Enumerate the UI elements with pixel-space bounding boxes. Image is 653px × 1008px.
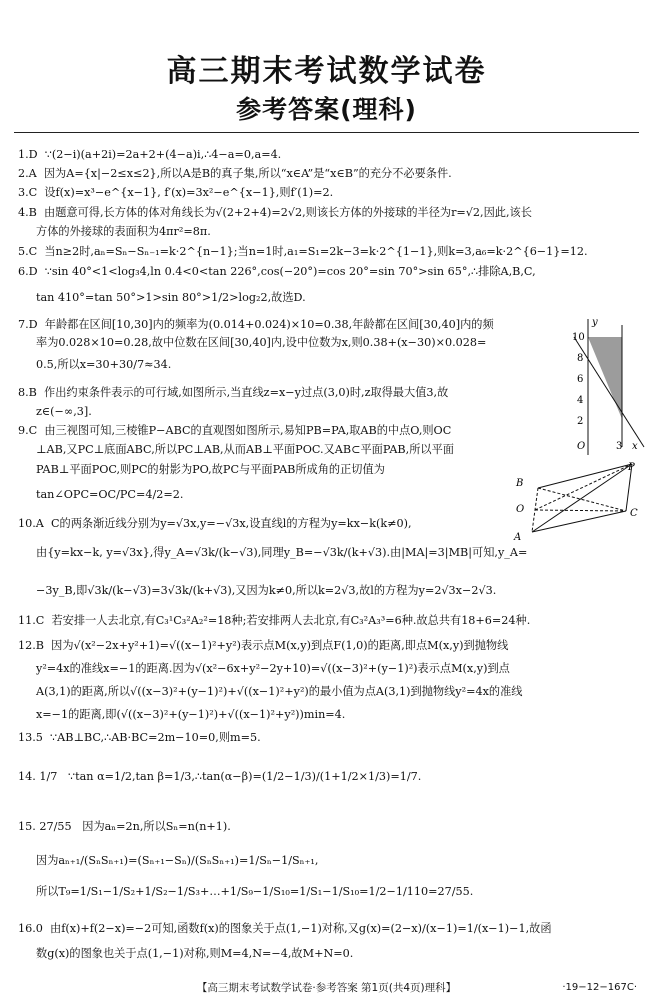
answer-line: −3y_B,即√3k/(k−√3)=3√3k/(k+√3),又因为k≠0,所以k=2√3,故l的方程为y=2√3x−2√3. [36, 584, 497, 597]
page-footer: 【高三期末考试数学试卷·参考答案 第1页(共4页)理科】 [196, 982, 457, 994]
divider [14, 132, 639, 133]
answer-line: 所以T₉=1/S₁−1/S₂+1/S₂−1/S₃+…+1/S₉−1/S₁₀=1/S₁−1/S₁₀=1/2−1/110=27/55. [36, 885, 474, 898]
answer-line: ⊥AB,又PC⊥底面ABC,所以PC⊥AB,从而AB⊥平面POC.又AB⊂平面PAB,所以平面 [36, 443, 454, 456]
answer-line: 率为0.028×10=0.28,故中位数在区间[30,40]内,设中位数为x,则0.38+(x−30)×0.028= [36, 336, 487, 349]
tick-label: 3 [616, 441, 623, 452]
edge-BC [538, 488, 626, 511]
answer-line: 3.C 设f(x)=x³−e^{x−1}, f′(x)=3x²−e^{x−1},则f′(1)=2. [18, 186, 334, 199]
answer-line: 2.A 因为A={x|−2≤x≤2},所以A是B的真子集,所以“x∈A”是“x∈B”的充分不必要条件. [18, 167, 452, 180]
answer-line: 15. 27/55 因为aₙ=2n,所以Sₙ=n(n+1). [18, 820, 231, 833]
answer-line: PAB⊥平面POC,则PC的射影为PO,故PC与平面PAB所成角的正切值为 [36, 463, 385, 476]
feasible-region-figure [566, 315, 646, 455]
answer-line: 16.0 由f(x)+f(2−x)=−2可知,函数f(x)的图象关于点(1,−1)对称,又g(x)=(2−x)/(x−1)=1/(x−1)−1,故函 [18, 922, 552, 935]
answer-line: tan∠OPC=OC/PC=4/2=2. [36, 488, 184, 501]
vertex-label: O [516, 504, 525, 515]
answer-line: 8.B 作出约束条件表示的可行域,如图所示,当直线z=x−y过点(3,0)时,z取得最大值3,故 [18, 386, 449, 399]
x-label: x [632, 441, 638, 452]
answer-line: 12.B 因为√(x²−2x+y²+1)=√((x−1)²+y²)表示点M(x,y)到点F(1,0)的距离,即点M(x,y)到抛物线 [18, 639, 509, 652]
vertex-label: P [628, 462, 635, 473]
answer-line: 5.C 当n≥2时,aₙ=Sₙ−Sₙ₋₁=k·2^{n−1};当n=1时,a₁=S₁=2k−3=k·2^{1−1},则k=3,a₆=k·2^{6−1}=12. [18, 245, 588, 258]
vertex-label: B [516, 478, 524, 489]
answer-line: x=−1的距离,即(√((x−3)²+(y−1)²)+√((x−1)²+y²))min=4. [36, 708, 346, 721]
tick-label: 6 [577, 374, 584, 385]
answer-line: 6.D ∵sin 40°<1<log₃4,ln 0.4<0<tan 226°,cos(−20°)=cos 20°=sin 70°>sin 65°,∴排除A,B,C, [18, 265, 536, 278]
page-title: 高三期末考试数学试卷 [166, 54, 487, 89]
edge-PB [538, 464, 632, 488]
answer-line: 9.C 由三视图可知,三棱锥P−ABC的直观图如图所示,易知PB=PA,取AB的中点O,则OC [18, 424, 452, 437]
answer-line: 10.A C的两条渐近线分别为y=√3x,y=−√3x,设直线l的方程为y=kx−k(k≠0), [18, 517, 412, 530]
answer-line: A(3,1)的距离,所以√((x−3)²+(y−1)²)+√((x−1)²+y²)的最小值为点A(3,1)到抛物线y²=4x的准线 [36, 685, 523, 698]
page-subtitle: 参考答案(理科) [236, 95, 417, 124]
answer-line: 4.B 由题意可得,长方体的体对角线长为√(2+2+4)=2√2,则该长方体的外接球的半径为r=√2,因此,该长 [18, 206, 532, 219]
edge-AC [532, 511, 626, 532]
origin-label: O [577, 441, 586, 452]
edge-OC [535, 510, 626, 511]
answer-line: 数g(x)的图象也关于点(1,−1)对称,则M=4,N=−4,故M+N=0. [36, 947, 354, 960]
answer-line: tan 410°=tan 50°>1>sin 80°>1/2>log₂2,故选D. [36, 291, 306, 304]
edge-PO [535, 464, 632, 510]
tick-label: 8 [577, 353, 584, 364]
answer-line: 13.5 ∵AB⊥BC,∴AB·BC=2m−10=0,则m=5. [18, 731, 261, 744]
tick-label: 4 [577, 395, 584, 406]
answer-line: z∈(−∞,3]. [36, 405, 92, 418]
vertex-label: C [630, 508, 638, 519]
answer-line: 0.5,所以x=30+30/7≈34. [36, 358, 172, 371]
vertex-label: A [514, 532, 522, 542]
answer-line: 1.D ∵(2−i)(a+2i)=2a+2+(4−a)i,∴4−a=0,a=4. [18, 148, 282, 161]
tick-label: 2 [577, 416, 584, 427]
tick-label: 10 [572, 332, 585, 343]
tetrahedron-figure [508, 458, 646, 542]
answer-line: 11.C 若安排一人去北京,有C₃¹C₃²A₂²=18种;若安排两人去北京,有C₃²A₃³=6种.故总共有18+6=24种. [18, 614, 531, 627]
answer-line: y²=4x的准线x=−1的距离.因为√(x²−6x+y²−2y+10)=√((x−3)²+(y−1)²)表示点M(x,y)到点 [36, 662, 510, 675]
answer-line: 14. 1/7 ∵tan α=1/2,tan β=1/3,∴tan(α−β)=(1/2−1/3)/(1+1/2×1/3)=1/7. [18, 770, 422, 783]
page-code: ·19−12−167C· [562, 982, 637, 993]
answer-line: 由{y=kx−k, y=√3x},得y_A=√3k/(k−√3),同理y_B=−√3k/(k+√3).由|MA|=3|MB|可知,y_A= [36, 546, 528, 559]
answer-line: 7.D 年龄都在区间[10,30]内的频率为(0.014+0.024)×10=0.38,年龄都在区间[30,40]内的频 [18, 318, 494, 331]
y-label: y [592, 317, 598, 328]
answer-line: 因为aₙ₊₁/(SₙSₙ₊₁)=(Sₙ₊₁−Sₙ)/(SₙSₙ₊₁)=1/Sₙ−1/Sₙ₊₁, [36, 854, 319, 867]
edge-PA [532, 464, 632, 532]
answer-line: 方体的外接球的表面积为4πr²=8π. [36, 225, 211, 238]
shaded-region [588, 337, 622, 419]
